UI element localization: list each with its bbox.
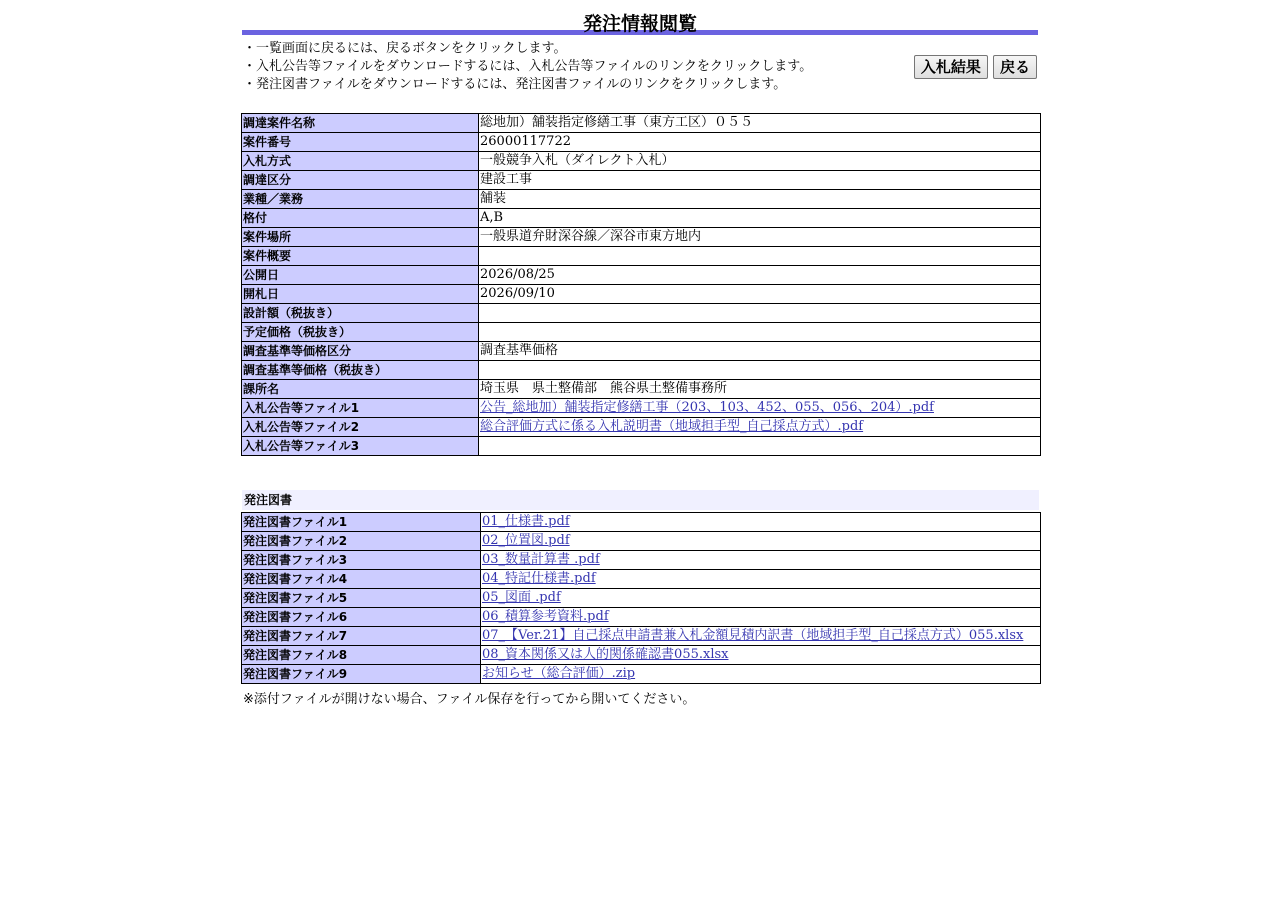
row-label: 案件概要 <box>242 247 479 266</box>
docs-table <box>241 512 1041 684</box>
table-row <box>242 133 1041 152</box>
row-label: 発注図書ファイル8 <box>242 646 481 665</box>
table-row <box>242 323 1041 342</box>
page-title: 発注情報閲覧 <box>582 13 697 35</box>
row-label: 課所名 <box>242 380 479 399</box>
row-value <box>479 437 1041 456</box>
row-value <box>479 247 1041 266</box>
row-value: 26000117722 <box>479 133 1041 152</box>
table-row <box>242 152 1041 171</box>
notice-file-2-link[interactable]: 総合評価方式に係る入札説明書（地域担手型_自己採点方式）.pdf <box>480 419 864 434</box>
instruction-item: ・一覧画面に戻るには、戻るボタンをクリックします。 <box>243 41 567 56</box>
doc-file-7-link[interactable]: 07_【Ver.21】自己採点申請書兼入札金額見積内訳書（地域担手型_自己採点方式）055.xlsx <box>482 628 1024 643</box>
instruction-item: ・入札公告等ファイルをダウンロードするには、入札公告等ファイルのリンクをクリックします。 <box>243 59 813 74</box>
row-value: 一般競争入札（ダイレクト入札） <box>479 152 1041 171</box>
table-row <box>242 418 1041 437</box>
row-value <box>479 323 1041 342</box>
table-row <box>242 627 1041 646</box>
instruction-item: ・発注図書ファイルをダウンロードするには、発注図書ファイルのリンクをクリックします。 <box>243 77 787 92</box>
table-row <box>242 551 1041 570</box>
docs-section-header: 発注図書 <box>242 490 1039 510</box>
table-row <box>242 228 1041 247</box>
table-row <box>242 342 1041 361</box>
instructions-area <box>241 35 1039 113</box>
action-buttons <box>913 55 1037 79</box>
row-value: A,B <box>479 209 1041 228</box>
row-label: 入札公告等ファイル2 <box>242 418 479 437</box>
row-label: 発注図書ファイル1 <box>242 513 481 532</box>
row-label: 格付 <box>242 209 479 228</box>
row-value: 2026/08/25 <box>479 266 1041 285</box>
table-row <box>242 513 1041 532</box>
table-row <box>242 646 1041 665</box>
table-row <box>242 209 1041 228</box>
table-row <box>242 399 1041 418</box>
table-row <box>242 437 1041 456</box>
table-row <box>242 285 1041 304</box>
doc-file-8-link[interactable]: 08_資本関係又は人的関係確認書055.xlsx <box>482 647 729 662</box>
row-label: 案件番号 <box>242 133 479 152</box>
row-label: 発注図書ファイル9 <box>242 665 481 684</box>
table-row <box>242 665 1041 684</box>
table-row <box>242 114 1041 133</box>
row-value: 調査基準価格 <box>479 342 1041 361</box>
table-row <box>242 532 1041 551</box>
row-label: 発注図書ファイル4 <box>242 570 481 589</box>
row-value: 埼玉県 県土整備部 熊谷県土整備事務所 <box>479 380 1041 399</box>
row-value: 建設工事 <box>479 171 1041 190</box>
row-value <box>479 304 1041 323</box>
row-label: 入札方式 <box>242 152 479 171</box>
bid-result-button[interactable]: 入札結果 <box>914 55 988 79</box>
row-label: 開札日 <box>242 285 479 304</box>
table-row <box>242 570 1041 589</box>
table-row <box>242 589 1041 608</box>
row-label: 業種／業務 <box>242 190 479 209</box>
row-label: 調査基準等価格区分 <box>242 342 479 361</box>
row-label: 入札公告等ファイル1 <box>242 399 479 418</box>
row-label: 発注図書ファイル6 <box>242 608 481 627</box>
table-row <box>242 171 1041 190</box>
row-value: 一般県道弁財深谷線／深谷市東方地内 <box>479 228 1041 247</box>
section-spacer <box>241 456 1039 490</box>
row-label: 設計額（税抜き） <box>242 304 479 323</box>
row-label: 発注図書ファイル2 <box>242 532 481 551</box>
doc-file-2-link[interactable]: 02_位置図.pdf <box>482 533 570 548</box>
table-row <box>242 247 1041 266</box>
table-row <box>242 608 1041 627</box>
row-label: 発注図書ファイル7 <box>242 627 481 646</box>
row-label: 調査基準等価格（税抜き） <box>242 361 479 380</box>
table-row <box>242 190 1041 209</box>
row-label: 予定価格（税抜き） <box>242 323 479 342</box>
row-label: 公開日 <box>242 266 479 285</box>
doc-file-5-link[interactable]: 05_図面 .pdf <box>482 590 561 605</box>
doc-file-6-link[interactable]: 06_積算参考資料.pdf <box>482 609 609 624</box>
doc-file-4-link[interactable]: 04_特記仕様書.pdf <box>482 571 596 586</box>
page-container <box>241 0 1039 707</box>
row-label: 調達案件名称 <box>242 114 479 133</box>
row-label: 案件場所 <box>242 228 479 247</box>
row-value: 総地加）舗装指定修繕工事（東方工区）０５５ <box>479 114 1041 133</box>
doc-file-9-link[interactable]: お知らせ（総合評価）.zip <box>482 666 636 681</box>
row-label: 発注図書ファイル3 <box>242 551 481 570</box>
table-row <box>242 304 1041 323</box>
row-value <box>479 361 1041 380</box>
doc-file-3-link[interactable]: 03_数量計算書 .pdf <box>482 552 600 567</box>
notice-file-1-link[interactable]: 公告_総地加）舗装指定修繕工事（203、103、452、055、056、204）.pdf <box>480 400 934 415</box>
table-row <box>242 361 1041 380</box>
doc-file-1-link[interactable]: 01_仕様書.pdf <box>482 514 570 529</box>
table-row <box>242 380 1041 399</box>
attachment-note: ※添付ファイルが開けない場合、ファイル保存を行ってから開いてください。 <box>243 692 696 707</box>
info-table <box>241 113 1041 456</box>
row-value: 舗装 <box>479 190 1041 209</box>
row-value: 2026/09/10 <box>479 285 1041 304</box>
row-label: 入札公告等ファイル3 <box>242 437 479 456</box>
table-row <box>242 266 1041 285</box>
row-label: 調達区分 <box>242 171 479 190</box>
row-label: 発注図書ファイル5 <box>242 589 481 608</box>
back-button[interactable]: 戻る <box>993 55 1037 79</box>
